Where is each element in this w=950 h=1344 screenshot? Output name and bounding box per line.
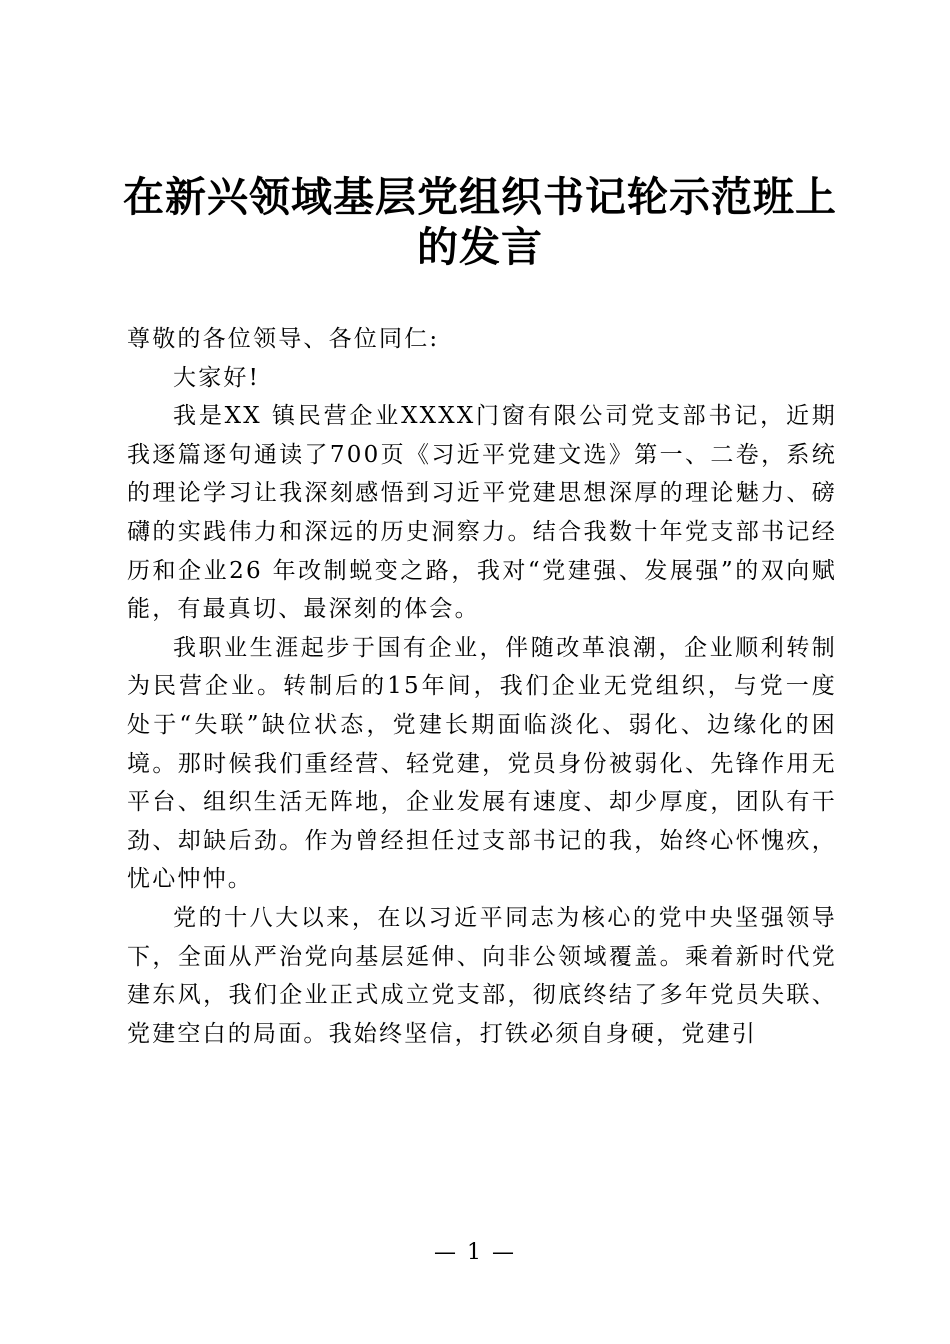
body-paragraph: 我是XX 镇民营企业XXXX门窗有限公司党支部书记，近期我逐篇逐句通读了700页《习近平党建文选》第一、二卷，系统的理论学习让我深刻感悟到习近平党建思想深厚的理论魅力、磅礴的实践伟力和深远的历史洞察力。结合我数十年党支部书记经历和企业26 年改制蜕变之路，我对“党建强、发展强”的双向赋能，有最真切、最深刻的体会。 [127, 403, 837, 623]
document-title-line-2: 的发言 [417, 223, 543, 271]
greeting: 大家好! [173, 364, 261, 391]
body-paragraph: 党的十八大以来，在以习近平同志为核心的党中央坚强领导下，全面从严治党向基层延伸、向非公领域覆盖。乘着新时代党建东风，我们企业正式成立党支部，彻底终结了多年党员失联、党建空白的局面。我始终坚信，打铁必须自身硬，党建引 [127, 904, 837, 1047]
document-title-line-1: 在新兴领域基层党组织书记轮示范班上 [123, 173, 837, 221]
salutation: 尊敬的各位领导、各位同仁: [127, 326, 440, 352]
document-body [127, 320, 837, 1053]
page-number: — 1 — [434, 1240, 516, 1265]
body-paragraph: 我职业生涯起步于国有企业，伴随改革浪潮，企业顺利转制为民营企业。转制后的15年间，我们企业无党组织，与党一度处于“失联”缺位状态，党建长期面临淡化、弱化、边缘化的困境。那时候我们重经营、轻党建，党员身份被弱化、先锋作用无平台、组织生活无阵地，企业发展有速度、却少厚度，团队有干劲、却缺后劲。作为曾经担任过支部书记的我，始终心怀愧疚，忧心忡忡。 [127, 634, 837, 893]
